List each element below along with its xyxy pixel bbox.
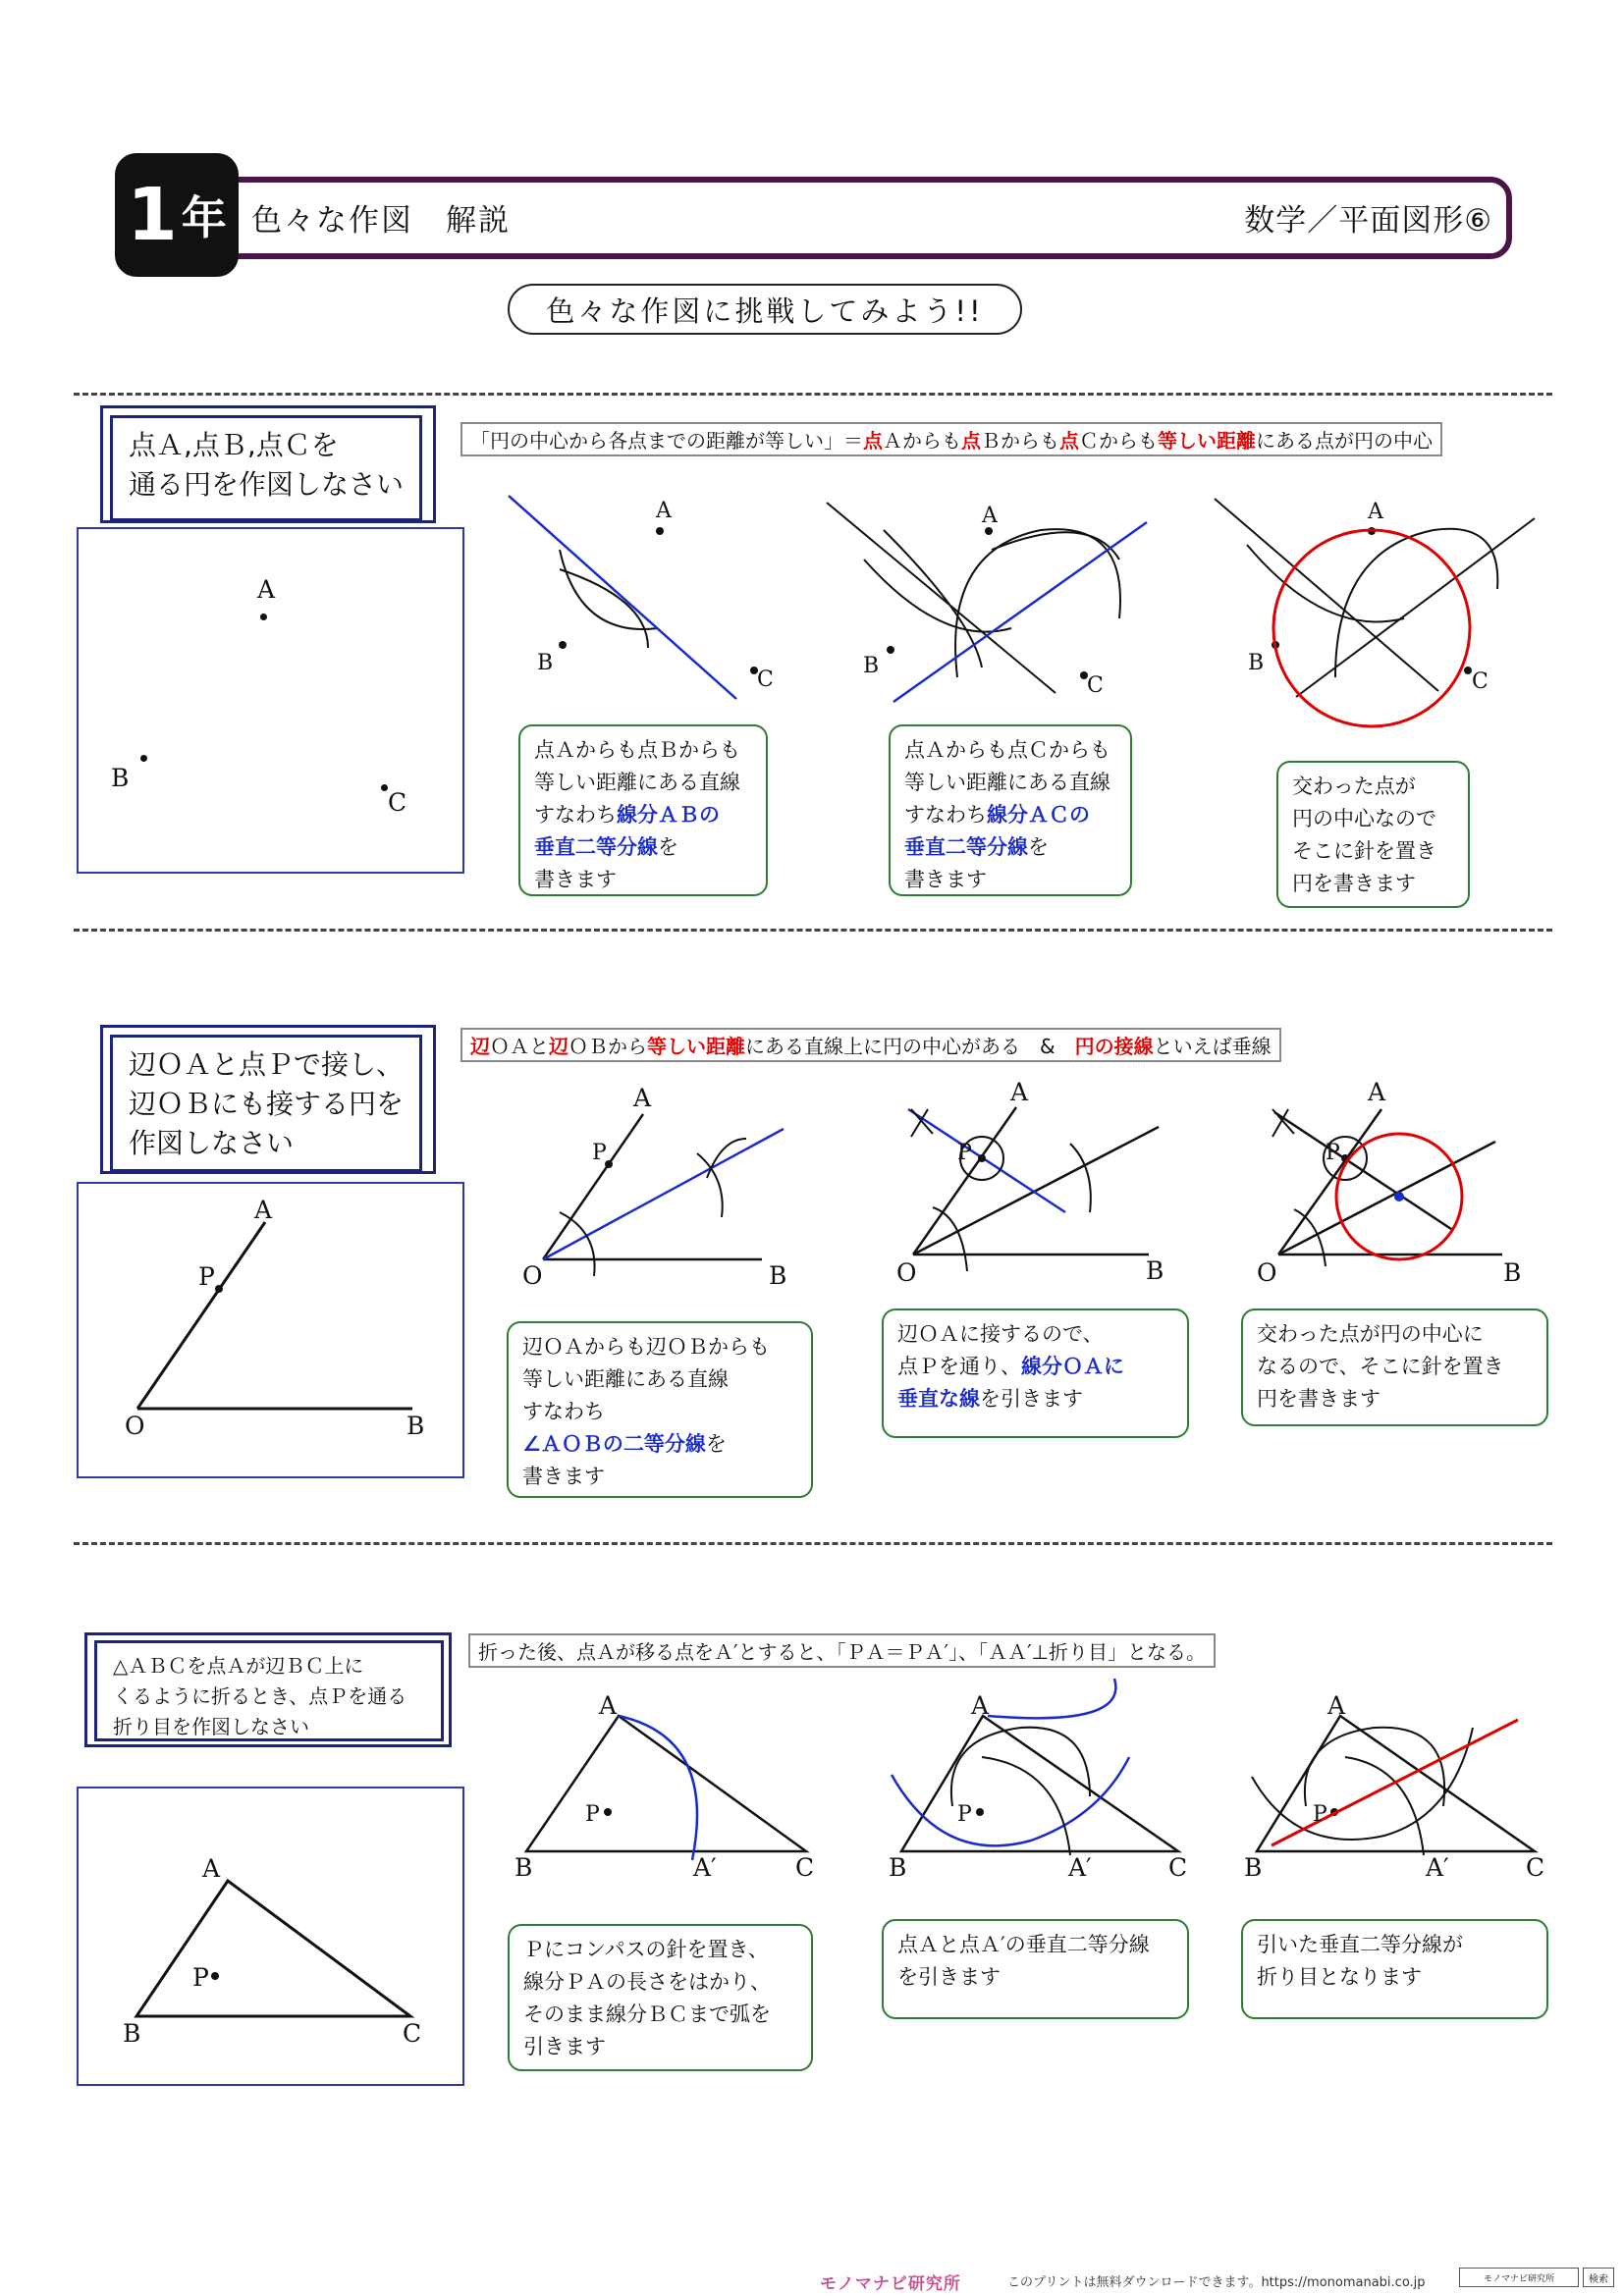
label-p: P	[585, 1802, 600, 1827]
banner-text: といえば垂線	[1153, 1035, 1272, 1058]
label-b: B	[769, 1261, 787, 1290]
bubble-line: 等しい距離にある直線	[522, 1367, 729, 1391]
bubble-text: すなわち	[534, 803, 617, 827]
figure-3a	[526, 1716, 806, 1860]
problem-text-3: △ＡＢＣを点Ａが辺ＢＣ上に くるように折るとき、点Ｐを通る 折り目を作図しなさい	[113, 1654, 407, 1738]
bubble-line: 交わった点が	[1292, 774, 1416, 798]
bubble-emph: 線分ＯＡに	[1021, 1355, 1124, 1378]
label-a: A	[1327, 1691, 1346, 1720]
bubble-text: を	[705, 1432, 727, 1456]
label-o: O	[1257, 1258, 1277, 1287]
label-o: O	[522, 1261, 543, 1290]
banner-text: 「円の中心から各点までの距離が等しい」＝	[470, 429, 863, 453]
bubble-line: そこに針を置き	[1292, 839, 1436, 863]
label-p: P	[1313, 1802, 1327, 1827]
explanation-bubble	[882, 1919, 1189, 2019]
banner-text: Ｂからも	[981, 429, 1059, 453]
page-title: 色々な作図 解説	[251, 203, 511, 239]
bubble-emph: ∠ＡＯＢの二等分線	[522, 1432, 706, 1456]
banner-emph: 辺	[549, 1035, 568, 1058]
subject-label: 数学／平面図形⑥	[1244, 203, 1492, 239]
bubble-line: 等しい距離にある直線	[534, 771, 740, 794]
banner-emph: 円の接線	[1074, 1035, 1154, 1058]
hint-banner-3: 折った後、点Ａが移る点をＡ′とすると、「ＰＡ＝ＰＡ′」、「ＡＡ′⊥折り目」となる。	[468, 1633, 1216, 1668]
label-c: C	[757, 667, 774, 692]
figure-3c	[1252, 1716, 1535, 1855]
bubble-line: 点Ａからも点Ｂからも	[534, 738, 740, 762]
subtitle: 色々な作図に挑戦してみよう!!	[508, 284, 1022, 335]
bubble-text: を	[658, 835, 678, 859]
problem-text-1: 点Ａ,点Ｂ,点Ｃを 通る円を作図しなさい	[129, 429, 405, 501]
bubble-line: 円を書きます	[1257, 1387, 1380, 1411]
label-c: C	[403, 2019, 422, 2048]
banner-emph: 点	[961, 429, 981, 453]
footer-logo: モノマナビ研究所	[820, 2274, 961, 2294]
label-p: P	[192, 1963, 209, 1992]
bubble-line: 辺ＯＡからも辺ＯＢからも	[522, 1335, 770, 1359]
bubble-line: を引きます	[897, 1965, 1001, 1989]
label-p: P	[592, 1141, 607, 1165]
label-a: A	[1368, 500, 1383, 524]
banner-emph: 辺	[470, 1035, 490, 1058]
bubble-line: なるので、そこに針を置き	[1257, 1355, 1504, 1378]
search-button[interactable]: 検索	[1583, 2268, 1614, 2287]
label-c: C	[388, 788, 407, 817]
bubble-text: を引きます	[980, 1387, 1083, 1411]
bubble-emph: 垂直二等分線	[534, 835, 658, 859]
bubble-line: 点Ａと点Ａ′の垂直二等分線	[897, 1933, 1150, 1956]
grade-suffix: 年	[181, 191, 227, 244]
bubble-line: 円の中心なので	[1292, 807, 1436, 830]
bubble-line: 交わった点が円の中心に	[1257, 1322, 1484, 1346]
banner-text: Ｃからも	[1079, 429, 1158, 453]
label-c: C	[1168, 1853, 1188, 1882]
label-a: A	[633, 1084, 652, 1112]
bubble-line: そのまま線分ＢＣまで弧を	[523, 2002, 771, 2026]
label-o: O	[896, 1258, 917, 1287]
label-a: A	[656, 499, 672, 523]
label-b: B	[406, 1412, 425, 1440]
label-b: B	[1244, 1853, 1263, 1882]
label-a-prime: A′	[693, 1853, 717, 1882]
bubble-line: 書きます	[904, 868, 987, 891]
label-a-prime: A′	[1426, 1853, 1449, 1882]
label-p: P	[957, 1802, 972, 1827]
bubble-line: 折り目となります	[1257, 1965, 1422, 1989]
bubble-line: 引いた垂直二等分線が	[1257, 1933, 1463, 1956]
label-a: A	[254, 1196, 273, 1224]
banner-emph: 点	[1059, 429, 1079, 453]
grade-number: 1	[127, 173, 178, 257]
label-c: C	[1526, 1853, 1545, 1882]
bubble-line: 書きます	[522, 1465, 605, 1488]
label-b: B	[1146, 1256, 1164, 1285]
label-a: A	[982, 504, 998, 528]
figure-3b	[892, 1679, 1178, 1855]
label-p: P	[1326, 1141, 1340, 1165]
bubble-line: 点Ａからも点Ｃからも	[904, 738, 1110, 762]
label-c: C	[1087, 673, 1104, 698]
bubble-emph: 線分ＡＣの	[987, 803, 1090, 827]
label-a-prime: A′	[1068, 1853, 1092, 1882]
banner-text: ＯＢから	[568, 1035, 647, 1058]
label-b: B	[889, 1853, 907, 1882]
banner-text: にある直線上に円の中心がある &	[745, 1035, 1075, 1058]
search-input[interactable]: モノマナビ研究所	[1459, 2268, 1579, 2287]
label-a: A	[257, 575, 276, 604]
bubble-text: すなわち	[904, 803, 987, 827]
bubble-line: 書きます	[534, 868, 617, 891]
label-p: P	[957, 1141, 972, 1165]
explanation-bubble	[1241, 1919, 1548, 2019]
bubble-line: 線分ＰＡの長さをはかり、	[523, 1970, 771, 1994]
banner-emph: 等しい距離	[1158, 429, 1256, 453]
bubble-emph: 線分ＡＢの	[617, 803, 720, 827]
problem-text-2: 辺ＯＡと点Ｐで接し、 辺ＯＢにも接する円を 作図しなさい	[129, 1048, 405, 1159]
label-a: A	[1368, 1078, 1386, 1106]
explanation-bubble	[508, 1924, 813, 2071]
label-c: C	[1472, 669, 1489, 694]
bubble-text: 点Ｐを通り、	[897, 1355, 1021, 1378]
bubble-line: 円を書きます	[1292, 872, 1416, 895]
bubble-line: 引きます	[523, 2035, 606, 2058]
bubble-line: すなわち	[522, 1400, 605, 1423]
label-b: B	[111, 764, 130, 792]
label-a: A	[202, 1854, 221, 1883]
bubble-emph: 垂直な線	[897, 1387, 980, 1411]
banner-text: Ａからも	[883, 429, 961, 453]
bubble-line: 等しい距離にある直線	[904, 771, 1110, 794]
label-a: A	[599, 1691, 618, 1720]
bubble-emph: 垂直二等分線	[904, 835, 1028, 859]
label-a: A	[971, 1691, 990, 1720]
banner-text: ＯＡと	[490, 1035, 549, 1058]
label-p: P	[198, 1262, 215, 1291]
label-b: B	[514, 1853, 533, 1882]
label-b: B	[537, 651, 554, 675]
bubble-line: Ｐにコンパスの針を置き、	[523, 1938, 769, 1961]
bubble-text: を	[1028, 835, 1049, 859]
label-b: B	[123, 2019, 141, 2048]
banner-text: にある点が円の中心	[1256, 429, 1433, 453]
banner-emph: 点	[863, 429, 883, 453]
footer-text: このプリントは無料ダウンロードできます。https://monomanabi.co.jp	[1007, 2275, 1426, 2290]
label-o: O	[125, 1412, 145, 1440]
label-b: B	[863, 654, 880, 678]
label-b: B	[1248, 651, 1265, 675]
label-b: B	[1503, 1258, 1522, 1287]
label-c: C	[795, 1853, 815, 1882]
label-a: A	[1010, 1078, 1029, 1106]
bubble-line: 辺ＯＡに接するので、	[897, 1322, 1104, 1346]
banner-emph: 等しい距離	[647, 1035, 745, 1058]
